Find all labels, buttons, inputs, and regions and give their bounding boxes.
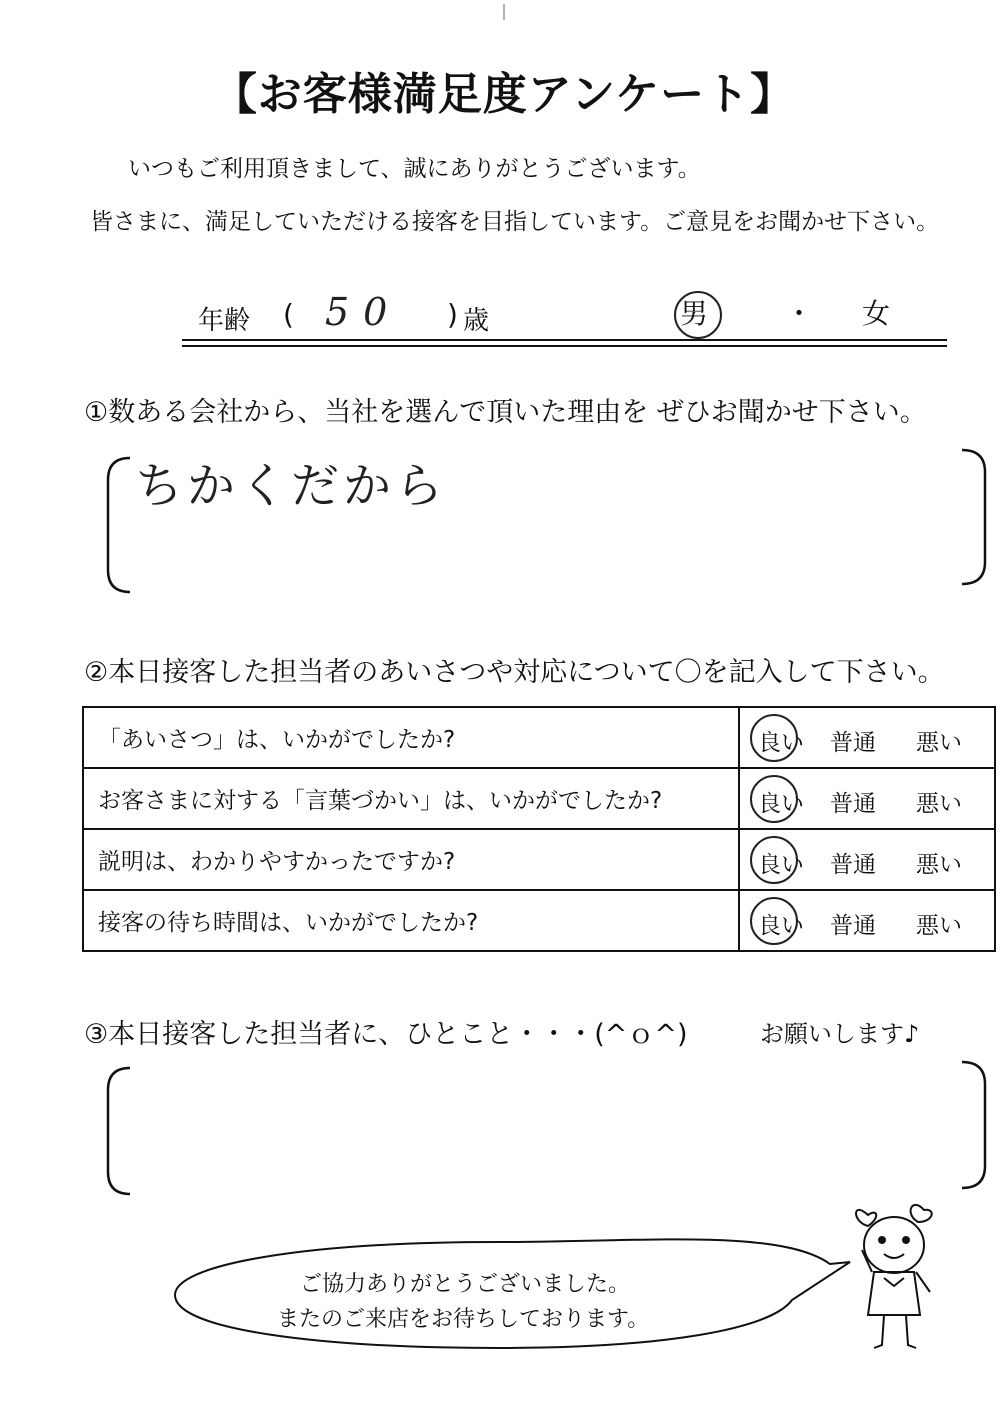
age-label: 年齢 xyxy=(198,306,251,336)
closing-line-1: ご協力ありがとうございました。 xyxy=(300,1272,631,1297)
rating-option-good[interactable]: 良い xyxy=(758,852,804,878)
rating-cell xyxy=(739,768,995,829)
rating-option-bad[interactable]: 悪い xyxy=(916,730,962,756)
question-1-answer[interactable]: ちかくだから xyxy=(135,458,448,514)
table-row xyxy=(83,707,995,768)
gender-separator: ・ xyxy=(785,297,814,330)
mascot-illustration xyxy=(856,1205,932,1348)
rating-cell xyxy=(739,707,995,768)
table-row xyxy=(83,829,995,890)
divider-line xyxy=(182,345,947,347)
rating-cell xyxy=(739,829,995,890)
rating-option-good[interactable]: 良い xyxy=(758,791,804,817)
intro-line-1: いつもご利用頂きまして、誠にありがとうございます。 xyxy=(128,156,701,182)
answer1-right-bracket xyxy=(962,450,985,584)
age-unit: 歳 xyxy=(463,306,490,336)
intro-line-2: 皆さまに、満足していただける接客を目指しています。ご意見をお聞かせ下さい。 xyxy=(90,209,940,235)
table-row xyxy=(83,768,995,829)
answer3-right-bracket xyxy=(962,1062,985,1188)
rating-option-bad[interactable]: 悪い xyxy=(916,852,962,878)
table-row xyxy=(83,890,995,951)
row-question: 「あいさつ」は、いかがでしたか? xyxy=(83,707,739,768)
gender-option-male[interactable]: 男 xyxy=(680,297,709,330)
divider-line xyxy=(182,339,947,341)
question-2-label: ②本日接客した担当者のあいさつや対応について〇を記入して下さい。 xyxy=(84,657,945,688)
age-close-paren: ) xyxy=(447,298,458,331)
question-3-answer[interactable] xyxy=(140,1090,960,1170)
closing-line-2: またのご来店をお待ちしております。 xyxy=(277,1307,650,1332)
rating-cell xyxy=(739,890,995,951)
rating-option-normal[interactable]: 普通 xyxy=(830,791,876,817)
question-1-label: ①数ある会社から、当社を選んで頂いた理由を ぜひお聞かせ下さい。 xyxy=(84,397,927,428)
answer3-left-bracket xyxy=(108,1068,130,1194)
evaluation-table xyxy=(82,706,996,952)
rating-option-normal[interactable]: 普通 xyxy=(830,913,876,939)
question-3-label: ③本日接客した担当者に、ひとこと・・・(^ｏ^) xyxy=(84,1019,688,1050)
age-field[interactable]: 50 xyxy=(325,290,402,334)
rating-option-good[interactable]: 良い xyxy=(758,913,804,939)
rating-option-normal[interactable]: 普通 xyxy=(830,730,876,756)
row-question: 説明は、わかりやすかったですか? xyxy=(83,829,739,890)
answer1-left-bracket xyxy=(108,458,130,592)
age-open-paren: ( xyxy=(283,298,294,331)
rating-option-normal[interactable]: 普通 xyxy=(830,852,876,878)
rating-option-good[interactable]: 良い xyxy=(758,730,804,756)
rating-option-bad[interactable]: 悪い xyxy=(916,913,962,939)
rating-option-bad[interactable]: 悪い xyxy=(916,791,962,817)
row-question: 接客の待ち時間は、いかがでしたか? xyxy=(83,890,739,951)
survey-title: 【お客様満足度アンケート】 xyxy=(212,69,796,120)
question-3-tail: お願いします♪ xyxy=(760,1020,920,1048)
gender-option-female[interactable]: 女 xyxy=(862,297,891,330)
row-question: お客さまに対する「言葉づかい」は、いかがでしたか? xyxy=(83,768,739,829)
